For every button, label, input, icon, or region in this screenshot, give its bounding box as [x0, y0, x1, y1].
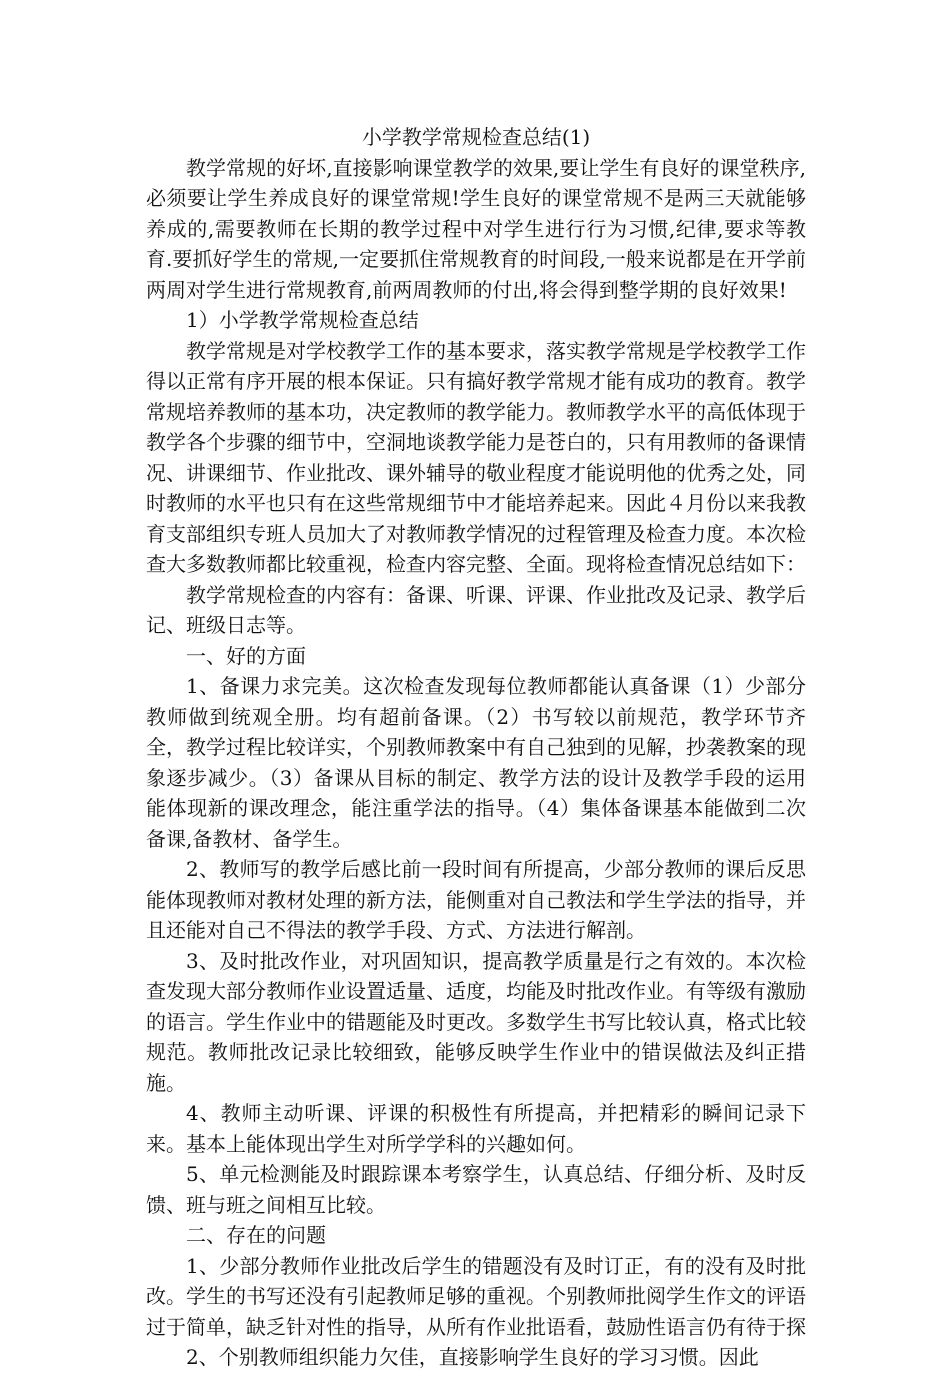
list-item-paragraph: 3、及时批改作业，对巩固知识，提高教学质量是行之有效的。本次检查发现大部分教师作业设置适量、适度，均能及时批改作业。有等级有激励的语言。学生作业中的错题能及时更改。多数学生书写比较认真，格式比较规范。教师批改记录比较细致，能够反映学生作业中的错误做法及纠正措施。 — [146, 948, 806, 1095]
intro-paragraph: 教学常规的好坏,直接影响课堂教学的效果,要让学生有良好的课堂秩序,必须要让学生养成良好的课堂常规!学生良好的课堂常规不是两三天就能够养成的,需要教师在长期的教学过程中对学生进行行为习惯,纪律,要求等教育.要抓好学生的常规,一定要抓住常规教育的时间段,一般来说都是在开学前两周对学生进行常规教育,前两周教师的付出,将会得到整学期的良好效果! — [146, 155, 806, 302]
list-item-paragraph: 2、教师写的教学后感比前一段时间有所提高，少部分教师的课后反思能体现教师对教材处理的新方法，能侧重对自己教法和学生学法的指导，并且还能对自己不得法的教学手段、方式、方法进行解剖。 — [146, 857, 806, 942]
body-paragraph: 教学常规是对学校教学工作的基本要求，落实教学常规是学校教学工作得以正常有序开展的根本保证。只有搞好教学常规才能有成功的教育。教学常规培养教师的基本功，决定教师的教学能力。教师教学水平的高低体现于教学各个步骤的细节中，空洞地谈教学能力是苍白的，只有用教师的备课情况、讲课细节、作业批改、课外辅导的敬业程度才能说明他的优秀之处，同时教师的水平也只有在这些常规细节中才能培养起来。因此４月份以来我教育支部组织专班人员加大了对教师教学情况的过程管理及检查力度。本次检查大多数教师都比较重视，检查内容完整、全面。现将检查情况总结如下： — [146, 338, 806, 576]
list-item-paragraph: 1、备课力求完美。这次检查发现每位教师都能认真备课（1）少部分教师做到统观全册。均有超前备课。（2）书写较以前规范，教学环节齐全，教学过程比较详实，个别教师教案中有自己独到的见解，抄袭教案的现象逐步减少。（3）备课从目标的制定、教学方法的设计及教学手段的运用能体现新的课改理念，能注重学法的指导。（4）集体备课基本能做到二次备课,备教材、备学生。 — [146, 674, 806, 851]
section-heading-summary: 1）小学教学常规检查总结 — [186, 308, 419, 332]
section-heading-problems: 二、存在的问题 — [186, 1223, 326, 1247]
list-item-paragraph: 4、教师主动听课、评课的积极性有所提高，并把精彩的瞬间记录下来。基本上能体现出学生对所学学科的兴趣如何。 — [146, 1101, 806, 1156]
body-paragraph: 教学常规检查的内容有：备课、听课、评课、作业批改及记录、教学后记、班级日志等。 — [146, 582, 806, 637]
section-heading-good: 一、好的方面 — [186, 643, 306, 668]
list-item-paragraph: 5、单元检测能及时跟踪课本考察学生，认真总结、仔细分析、及时反馈、班与班之间相互比较。 — [146, 1162, 806, 1217]
list-item-paragraph: 2、个别教师组织能力欠佳，直接影响学生良好的学习习惯。因此 — [186, 1345, 759, 1369]
document-body — [146, 122, 806, 1373]
list-item-paragraph: 1、少部分教师作业批改后学生的错题没有及时订正，有的没有及时批改。学生的书写还没有引起教师足够的重视。个别教师批阅学生作文的评语过于简单，缺乏针对性的指导，从所有作业批语看，鼓励性语言仍有待于探 — [146, 1253, 806, 1339]
document-title: 小学教学常规检查总结(1) — [361, 125, 591, 149]
